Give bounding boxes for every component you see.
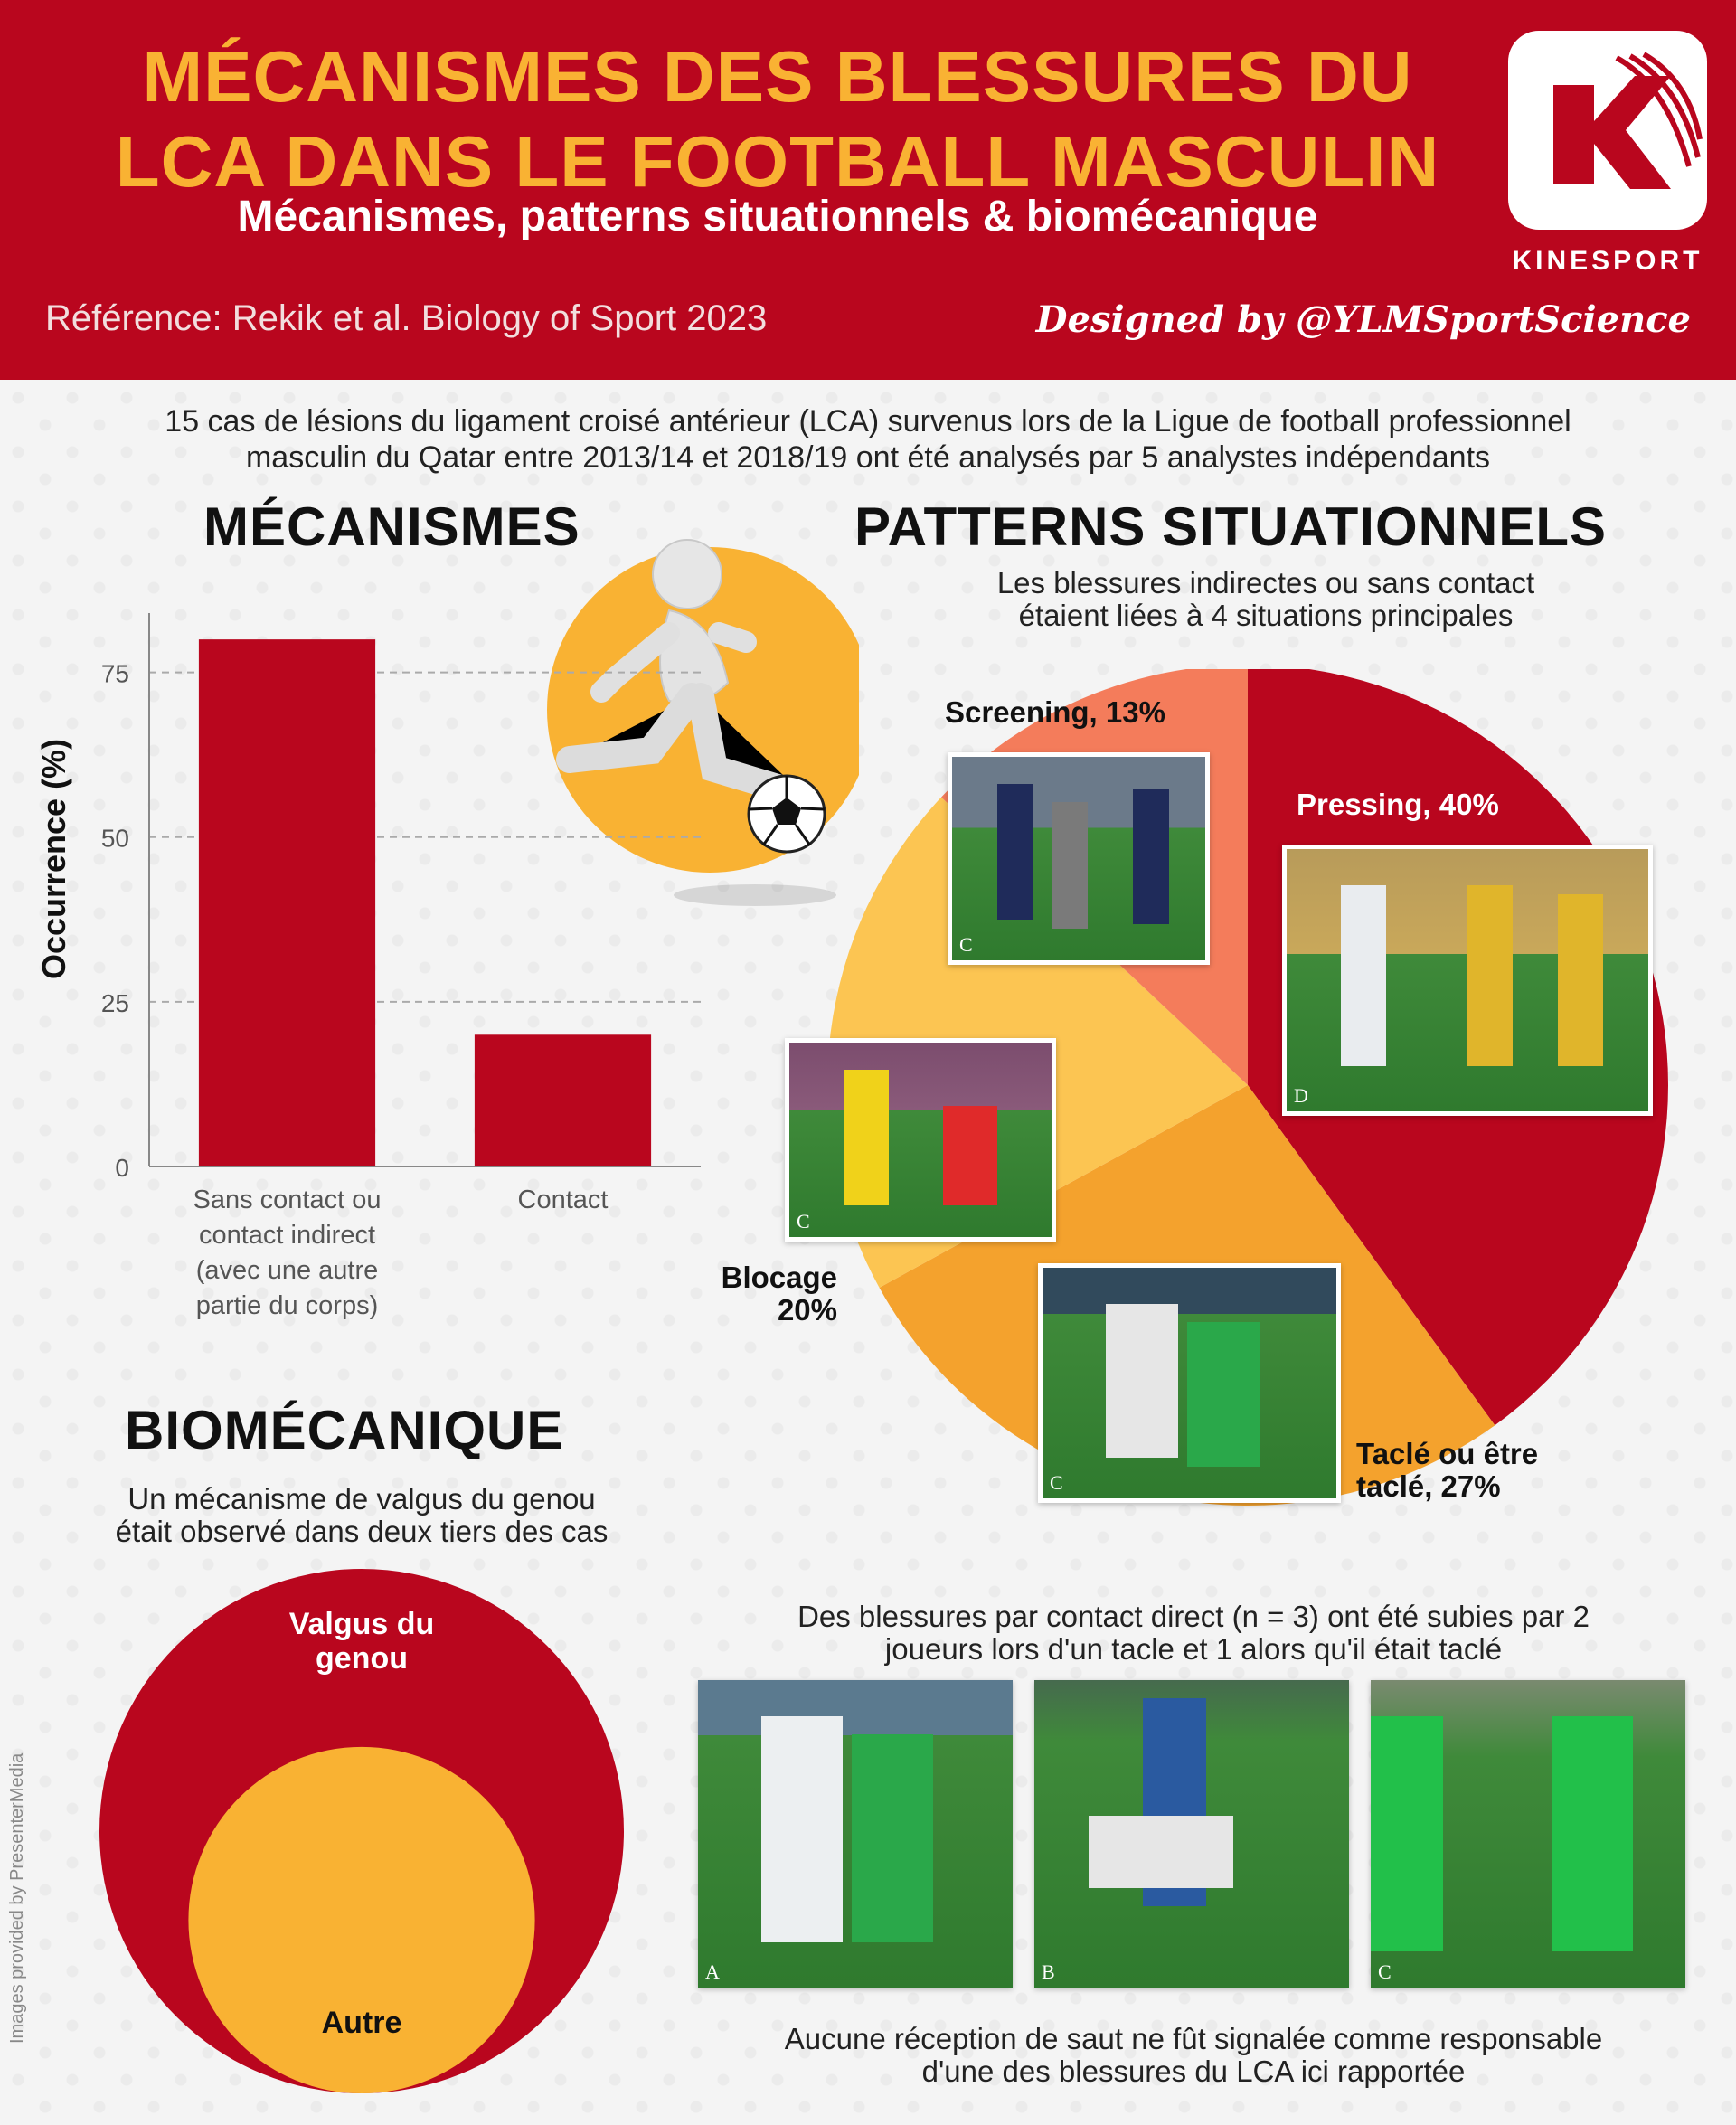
intro-line-2: masculin du Qatar entre 2013/14 et 2018/19 ont été analysés par 5 analystes indépendants (245, 440, 1491, 475)
pie-label-screening: Screening, 13% (945, 695, 1165, 729)
biomecanique-subtitle-line-1: Un mécanisme de valgus du genou (127, 1482, 596, 1516)
contact-caption (687, 1601, 1700, 1666)
bar-0 (199, 639, 375, 1166)
intro-text (27, 403, 1709, 476)
contact-caption-line-2: joueurs lors d'un tacle et 1 alors qu'il était taclé (884, 1632, 1503, 1666)
page-title (36, 34, 1519, 204)
inner-circle-autre (188, 1747, 534, 2093)
inner-circle-label: Autre (321, 2006, 402, 2040)
biomecanique-subtitle-line-2: était observé dans deux tiers des cas (115, 1515, 609, 1548)
bar-ytick-label: 75 (100, 659, 129, 688)
photo-blocage: C (785, 1038, 1056, 1242)
logo-text: KINESPORT (1512, 246, 1703, 276)
contact-caption-line-1: Des blessures par contact direct (n = 3) ont été subies par 2 (797, 1600, 1590, 1633)
bar-category-label: partie du corps) (195, 1291, 379, 1320)
mecanismes-bar-chart (27, 597, 714, 1338)
bar-1 (475, 1034, 651, 1166)
side-credit: Images provided by PresenterMedia (7, 1752, 27, 2044)
pie-label-pressing: Pressing, 40% (1297, 788, 1499, 821)
bar-ytick-label: 50 (100, 824, 129, 853)
bar-chart-ylabel: Occurrence (%) (35, 738, 72, 980)
patterns-title: PATTERNS SITUATIONNELS (854, 496, 1607, 557)
pie-label-blocage: Blocage 20% (721, 1261, 837, 1327)
footer-note-line-1: Aucune réception de saut ne fût signalée comme responsable (784, 2022, 1603, 2055)
bar-category-label: Contact (517, 1185, 609, 1214)
footer-note-line-2: d'une des blessures du LCA ici rapportée (921, 2054, 1466, 2088)
title-line-1: MÉCANISMES DES BLESSURES DU (142, 36, 1413, 117)
biomecanique-nested-circle-chart (99, 1560, 642, 2102)
page-subtitle: Mécanismes, patterns situationnels & biomécanique (237, 193, 1318, 241)
photo-pressing: D (1282, 845, 1653, 1116)
bar-category-label: Sans contact ou (193, 1185, 382, 1214)
header-banner (0, 0, 1736, 380)
patterns-subtitle (895, 567, 1637, 632)
contact-photo-c: C (1371, 1680, 1685, 1988)
intro-line-1: 15 cas de lésions du ligament croisé antérieur (LCA) survenus lors de la Ligue de football professionnel (165, 404, 1571, 439)
biomecanique-subtitle (54, 1483, 669, 1548)
biomecanique-title: BIOMÉCANIQUE (125, 1400, 564, 1460)
kinesport-k-icon (1508, 31, 1707, 230)
designed-by-text: Designed by @YLMSportScience (1035, 298, 1691, 341)
outer-circle-label-line-1: Valgus du (288, 1607, 435, 1641)
kinesport-logo (1508, 31, 1707, 230)
patterns-subtitle-line-2: étaient liées à 4 situations principales (1018, 599, 1514, 632)
bar-ytick-label: 25 (100, 988, 129, 1017)
footer-note (687, 2023, 1700, 2088)
patterns-subtitle-line-1: Les blessures indirectes ou sans contact (996, 566, 1535, 600)
contact-photo-a: A (698, 1680, 1013, 1988)
bar-category-label: (avec une autre (195, 1256, 379, 1285)
mecanismes-title: MÉCANISMES (203, 496, 580, 557)
photo-screening: C (948, 752, 1210, 965)
title-line-2: LCA DANS LE FOOTBALL MASCULIN (115, 121, 1440, 202)
pie-label-tacle: Taclé ou être taclé, 27% (1356, 1437, 1539, 1503)
contact-photo-b: B (1034, 1680, 1349, 1988)
bar-category-label: contact indirect (198, 1221, 376, 1250)
reference-text: Référence: Rekik et al. Biology of Sport 2023 (45, 298, 768, 338)
bar-ytick-label: 0 (115, 1154, 129, 1182)
outer-circle-label-line-2: genou (316, 1641, 408, 1676)
photo-tacle: C (1038, 1263, 1341, 1503)
